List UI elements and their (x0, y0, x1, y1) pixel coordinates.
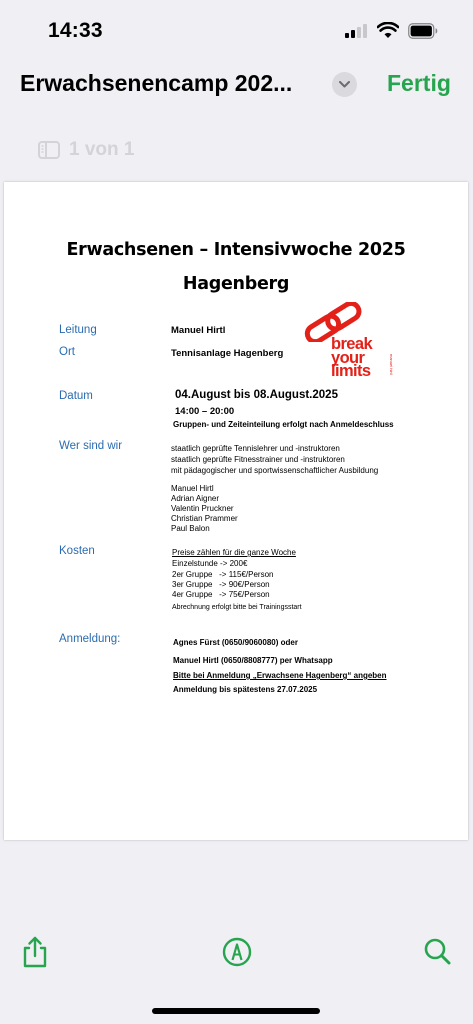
wer-line: mit pädagogischer und sportwissenschaftlicher Ausbildung (171, 466, 379, 475)
price-line: 2er Gruppe -> 115€/Person (172, 570, 274, 579)
nav-bar (0, 60, 473, 110)
team-member: Valentin Pruckner (171, 504, 234, 513)
price-line: 4er Gruppe -> 75€/Person (172, 590, 270, 599)
anmeldung-deadline: Anmeldung bis spätestens 27.07.2025 (173, 685, 318, 694)
search-button[interactable] (421, 935, 455, 969)
kosten-heading: Preise zählen für die ganze Woche (172, 548, 296, 557)
status-time: 14:33 (48, 19, 103, 42)
anmeldung-instruction: Bitte bei Anmeldung „Erwachsene Hagenberg“ angeben (173, 671, 387, 680)
price-line: Einzelstunde -> 200€ (172, 559, 248, 568)
label-anmeldung: Anmeldung: (59, 633, 121, 645)
contact-1: Agnes Fürst (0650/9060080) oder (173, 638, 298, 647)
team-member: Christian Prammer (171, 514, 238, 523)
markup-icon (220, 935, 254, 969)
value-datum: 04.August bis 08.August.2025 (175, 389, 338, 401)
kosten-note: Abrechnung erfolgt bitte bei Trainingsstart (172, 604, 302, 611)
status-bar (0, 0, 473, 60)
chevron-down-icon[interactable] (332, 72, 357, 97)
label-leitung: Leitung (59, 324, 97, 336)
logo-text (331, 335, 373, 380)
contact-2: Manuel Hirtl (0650/8808777) per Whatsapp (173, 656, 333, 665)
logo-text-line: break (331, 335, 373, 353)
team-member: Paul Balon (171, 524, 210, 533)
break-your-limits-logo (300, 302, 410, 382)
bottom-toolbar (0, 925, 473, 985)
team-member: Manuel Hirtl (171, 484, 214, 493)
logo-text-line: limits (331, 362, 371, 380)
value-datum-note: Gruppen- und Zeiteinteilung erfolgt nach Anmeldeschluss (173, 420, 394, 429)
label-ort: Ort (59, 346, 75, 358)
team-member: Adrian Aigner (171, 494, 220, 503)
search-icon (421, 935, 455, 969)
pdf-subtitle: Hagenberg (182, 274, 290, 294)
document-title[interactable]: Erwachsenencamp 202... (20, 70, 293, 96)
battery-icon (408, 23, 438, 39)
logo-text-line: your (331, 348, 365, 367)
wifi-icon (377, 22, 399, 39)
label-kosten: Kosten (59, 545, 95, 557)
logo-tagline: manuel hirtl (389, 354, 394, 375)
pdf-title: Erwachsenen – Intensivwoche 2025 (66, 240, 406, 260)
value-leitung: Manuel Hirtl (171, 325, 226, 336)
share-button[interactable] (18, 935, 52, 969)
price-line: 3er Gruppe -> 90€/Person (172, 580, 270, 589)
sidebar-icon (38, 141, 60, 159)
label-datum: Datum (59, 390, 93, 402)
markup-button[interactable] (220, 935, 254, 969)
done-button[interactable]: Fertig (387, 70, 451, 96)
wer-line: staatlich geprüfte Fitnesstrainer und -instruktoren (171, 455, 345, 464)
wer-line: staatlich geprüfte Tennislehrer und -instruktoren (171, 444, 340, 453)
home-indicator[interactable] (152, 1008, 320, 1014)
value-ort: Tennisanlage Hagenberg (171, 348, 284, 359)
share-icon (18, 935, 52, 969)
value-time: 14:00 – 20:00 (175, 406, 235, 417)
pdf-page[interactable] (4, 182, 468, 840)
cellular-signal-icon (345, 24, 369, 38)
page-count-label: 1 von 1 (69, 139, 135, 160)
label-wer-sind-wir: Wer sind wir (59, 440, 123, 452)
